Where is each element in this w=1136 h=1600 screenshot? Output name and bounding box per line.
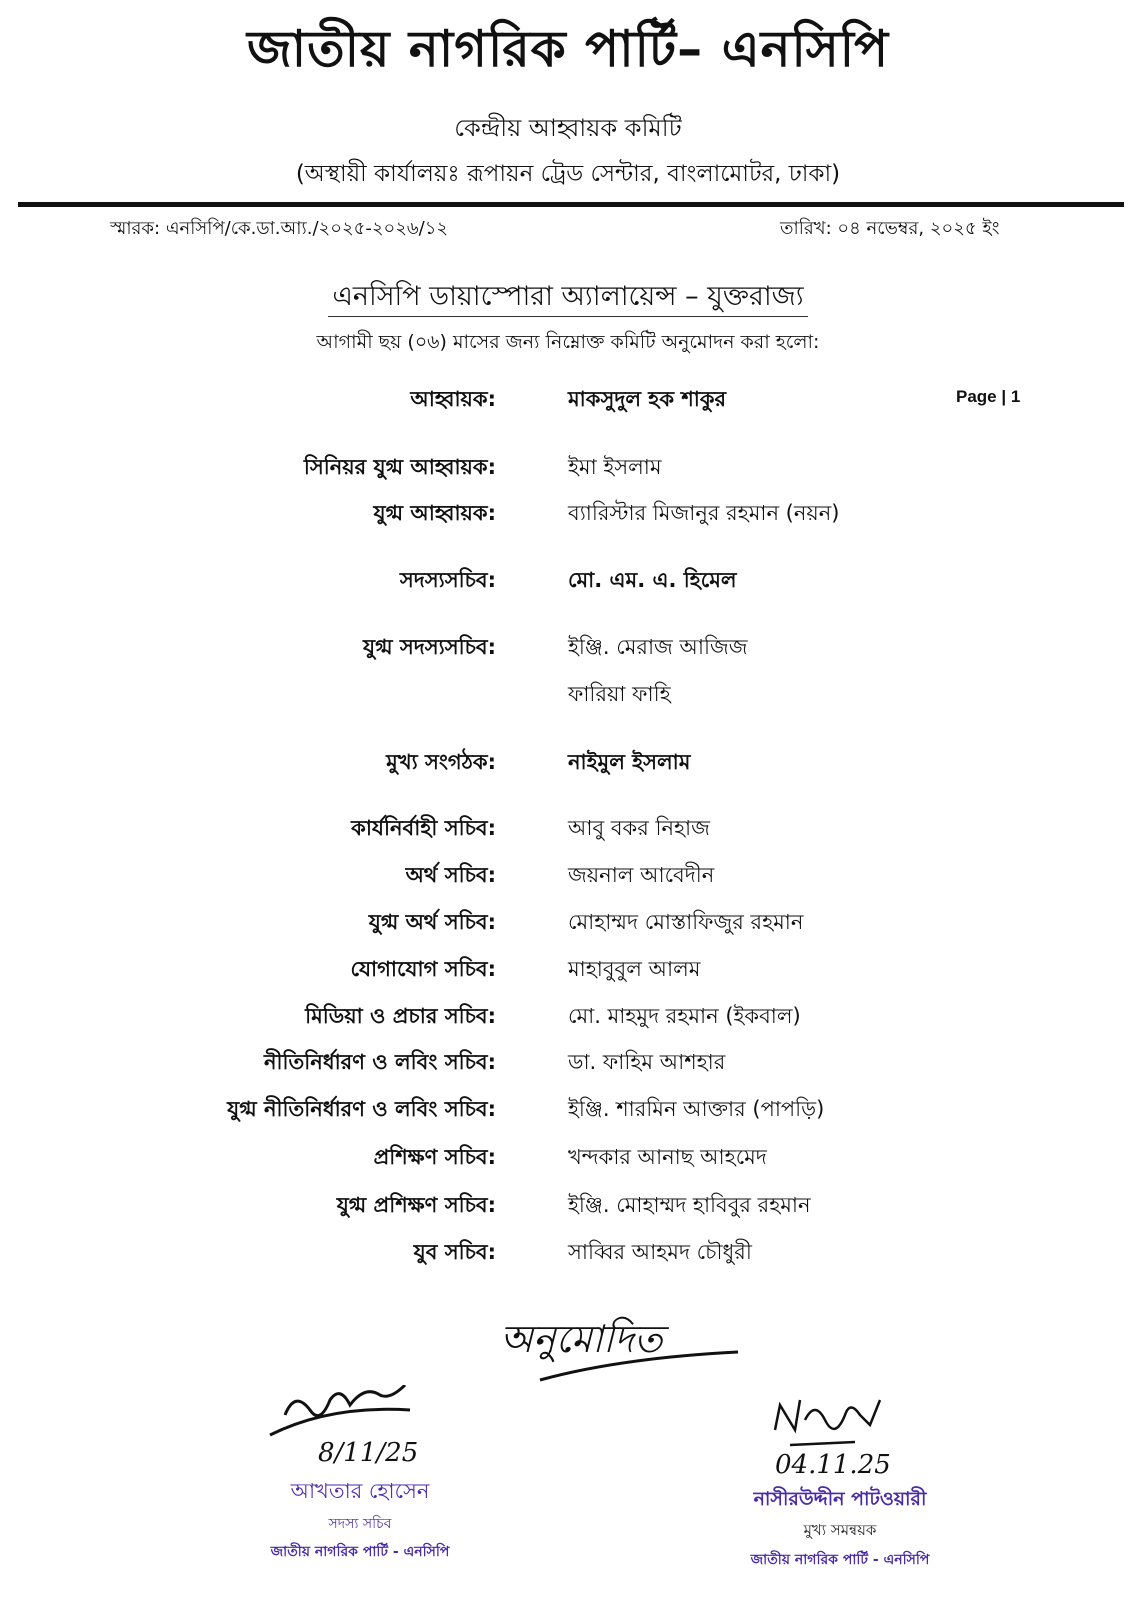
member-role: যুগ্ম অর্থ সচিব: xyxy=(368,910,496,934)
stamp-org: জাতীয় নাগরিক পার্টি - এনসিপি xyxy=(750,1552,930,1568)
member-role: মুখ্য সংগঠক: xyxy=(386,750,496,774)
member-role: যুগ্ম নীতিনির্ধারণ ও লবিং সচিব: xyxy=(227,1097,496,1121)
member-name: নাইমুল ইসলাম xyxy=(568,750,691,774)
stamp-title: সদস্য সচিব xyxy=(328,1516,392,1532)
member-name: জয়নাল আবেদীন xyxy=(568,863,715,887)
member-row xyxy=(0,1141,1136,1173)
member-row xyxy=(0,497,1136,529)
office-address: (অস্থায়ী কার্যালয়ঃ রূপায়ন ট্রেড সেন্টার, বাংলামোটর, ঢাকা) xyxy=(295,161,841,187)
member-name: মো. এম. এ. হিমেল xyxy=(568,568,737,592)
member-row xyxy=(0,906,1136,938)
member-row xyxy=(0,1236,1136,1268)
member-row xyxy=(0,746,1136,778)
member-role: কার্যনির্বাহী সচিব: xyxy=(351,816,496,840)
member-name: আবু বকর নিহাজ xyxy=(568,816,710,840)
member-role: যোগাযোগ সচিব: xyxy=(350,957,496,981)
member-role: নীতিনির্ধারণ ও লবিং সচিব: xyxy=(263,1050,496,1074)
stamp-org: জাতীয় নাগরিক পার্টি - এনসিপি xyxy=(270,1544,450,1560)
member-role: অর্থ সচিব: xyxy=(405,863,496,887)
member-name: মাহাবুবুল আলম xyxy=(568,957,701,981)
member-row xyxy=(0,859,1136,891)
member-name: খন্দকার আনাছ আহমেদ xyxy=(568,1145,767,1169)
member-name: ইঞ্জি. মোহাম্মদ হাবিবুর রহমান xyxy=(568,1193,811,1217)
member-role: যুব সচিব: xyxy=(413,1240,496,1264)
member-row xyxy=(0,383,1136,415)
member-row xyxy=(0,451,1136,483)
member-role: মিডিয়া ও প্রচার সচিব: xyxy=(305,1004,496,1028)
member-role: আহ্বায়ক: xyxy=(410,387,496,411)
member-role: যুগ্ম প্রশিক্ষণ সচিব: xyxy=(336,1193,496,1217)
reference-number: স্মারক: এনসিপি/কে.ডা.আ্য./২০২৫-২০২৬/১২ xyxy=(110,218,449,239)
member-role: সিনিয়র যুগ্ম আহ্বায়ক: xyxy=(303,455,496,479)
member-name: ইঞ্জি. মেরাজ আজিজ xyxy=(568,635,748,659)
header-divider xyxy=(18,202,1124,207)
member-name: ফারিয়া ফাহি xyxy=(568,682,671,706)
stamp-title: মুখ্য সমন্বয়ক xyxy=(803,1521,877,1539)
member-row xyxy=(0,1093,1136,1125)
member-row xyxy=(0,631,1136,663)
member-role: প্রশিক্ষণ সচিব: xyxy=(373,1145,496,1169)
member-name: ইমা ইসলাম xyxy=(568,455,662,479)
member-name: ইঞ্জি. শারমিন আক্তার (পাপড়ি) xyxy=(568,1097,825,1121)
member-name: ব্যারিস্টার মিজানুর রহমান (নয়ন) xyxy=(568,501,840,525)
member-row xyxy=(0,812,1136,844)
member-role: সদস্যসচিব: xyxy=(399,568,496,592)
stamp-name: আখতার হোসেন xyxy=(290,1479,430,1503)
member-role: যুগ্ম আহ্বায়ক: xyxy=(373,501,496,525)
approval-handwriting: অনুমোদিত xyxy=(500,1317,663,1361)
approval-underline xyxy=(530,1340,750,1390)
member-row xyxy=(0,678,1136,710)
member-name: মাকসুদুল হক শাকুর xyxy=(568,387,727,411)
member-row xyxy=(0,1000,1136,1032)
stamp-name: নাসীরউদ্দীন পাটওয়ারী xyxy=(753,1488,927,1510)
intro-text: আগামী ছয় (০৬) মাসের জন্য নিম্নোক্ত কমিটি অনুমোদন করা হলো: xyxy=(316,331,820,353)
signature-right-date: 04.11.25 xyxy=(775,1450,891,1480)
signature-left xyxy=(265,1385,425,1445)
document-heading xyxy=(0,276,1136,321)
member-row xyxy=(0,1189,1136,1221)
document-date: তারিখ: ০৪ নভেম্বর, ২০২৫ ইং xyxy=(780,218,1000,239)
page-number: Page | 1 xyxy=(956,387,1021,406)
party-title: জাতীয় নাগরিক পার্টি– এনসিপি xyxy=(246,20,890,78)
member-name: ডা. ফাহিম আশহার xyxy=(568,1050,726,1074)
member-row xyxy=(0,1046,1136,1078)
member-role: যুগ্ম সদস্যসচিব: xyxy=(362,635,496,659)
member-name: সাব্বির আহমদ চৌধুরী xyxy=(568,1240,752,1264)
member-row xyxy=(0,564,1136,596)
committee-name: কেন্দ্রীয় আহ্বায়ক কমিটি xyxy=(454,114,682,142)
member-row xyxy=(0,953,1136,985)
signature-left-date: 8/11/25 xyxy=(318,1438,419,1468)
signature-right xyxy=(765,1390,905,1450)
heading-text: এনসিপি ডায়াস্পোরা অ্যালায়েন্স – যুক্তরাজ্য xyxy=(328,281,807,317)
member-name: মো. মাহমুদ রহমান (ইকবাল) xyxy=(568,1004,801,1028)
stamp-right xyxy=(720,1485,960,1572)
member-name: মোহাম্মদ মোস্তাফিজুর রহমান xyxy=(568,910,804,934)
stamp-left xyxy=(240,1475,480,1564)
